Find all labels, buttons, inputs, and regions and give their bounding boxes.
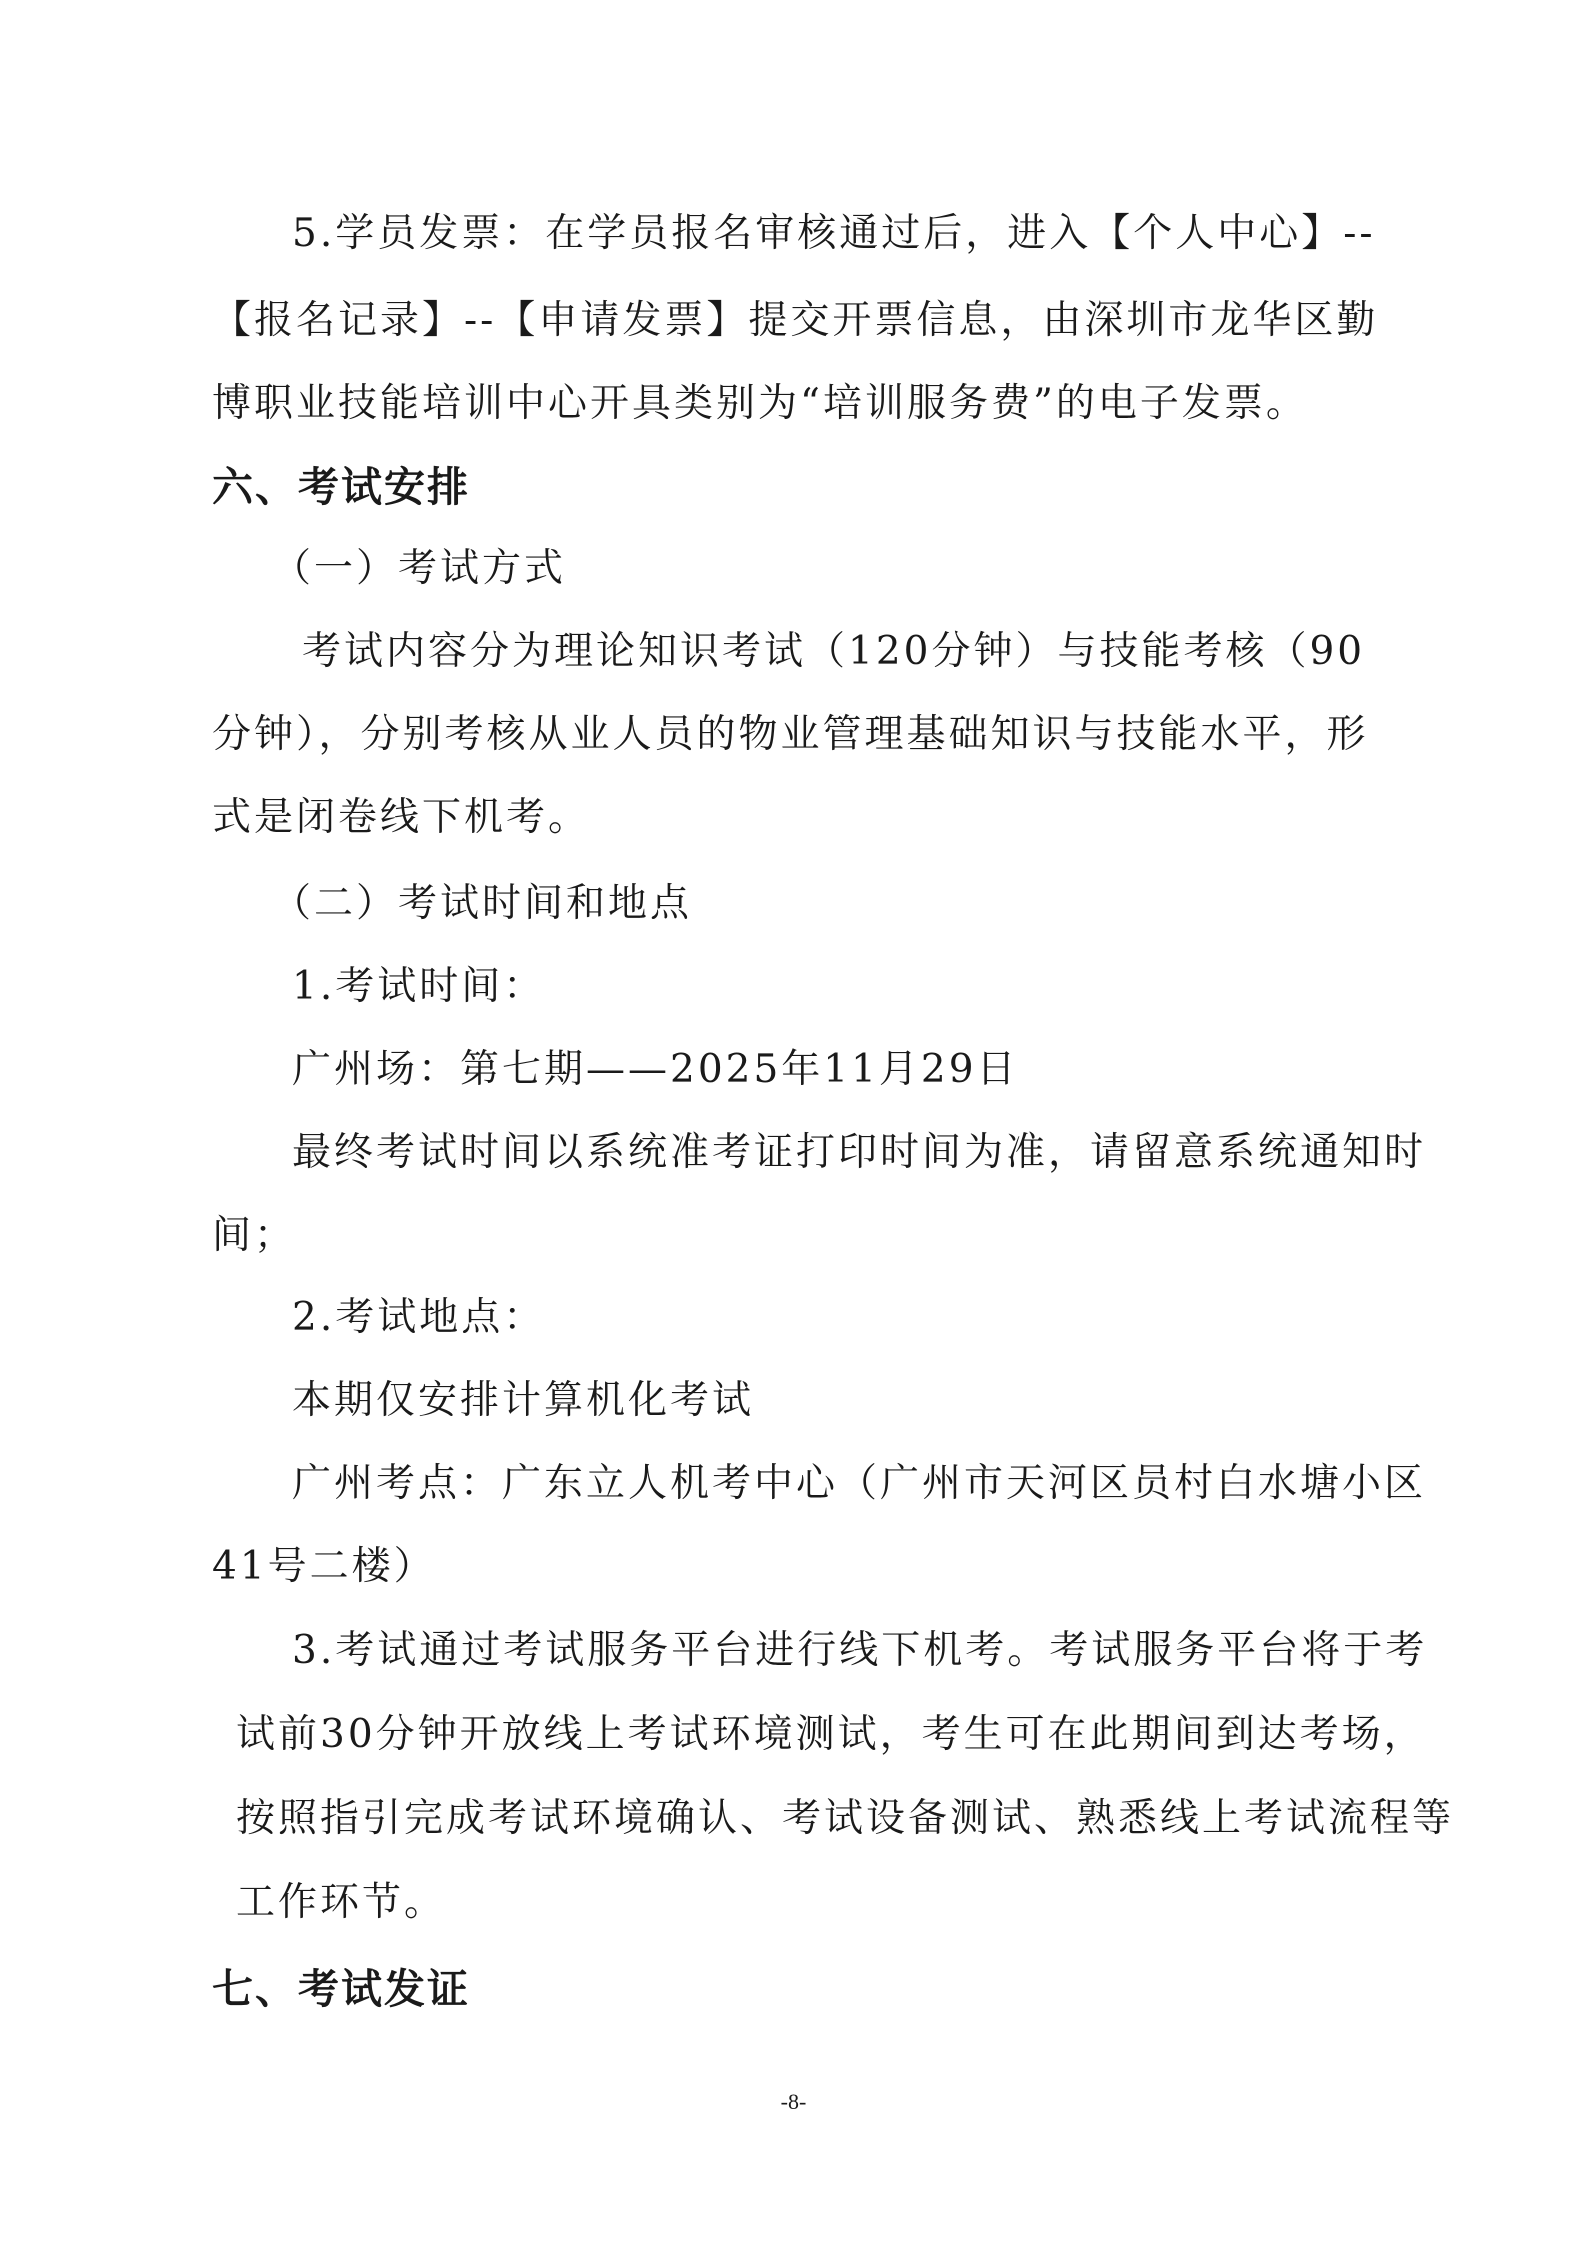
exam-venue-line-1: 广州考点：广东立人机考中心（广州市天河区员村白水塘小区 (292, 1461, 1427, 1506)
subheading-exam-time-place: （二）考试时间和地点 (272, 881, 693, 926)
section-heading-exam-certification: 七、考试发证 (212, 1965, 470, 2013)
exam-method-line-2: 分钟），分别考核从业人员的物业管理基础知识与技能水平，形 (212, 712, 1369, 757)
exam-session-date: 广州场：第七期——2025年11月29日 (292, 1047, 1019, 1092)
exam-time-note-line-1: 最终考试时间以系统准考证打印时间为准，请留意系统通知时 (292, 1130, 1427, 1175)
exam-platform-line-3: 按照指引完成考试环境确认、考试设备测试、熟悉线上考试流程等 (236, 1796, 1455, 1841)
exam-platform-line-1: 3.考试通过考试服务平台进行线下机考。考试服务平台将于考 (292, 1628, 1428, 1673)
invoice-paragraph-line-1: 5.学员发票：在学员报名审核通过后，进入【个人中心】-- (292, 211, 1376, 256)
invoice-paragraph-line-2: 【报名记录】--【申请发票】提交开票信息，由深圳市龙华区勤 (212, 298, 1379, 343)
exam-venue-line-2: 41号二楼） (212, 1544, 436, 1589)
subheading-exam-method: （一）考试方式 (272, 546, 567, 591)
page-number: -8- (780, 2089, 807, 2114)
exam-mode-note: 本期仅安排计算机化考试 (292, 1378, 755, 1423)
exam-location-label: 2.考试地点： (292, 1295, 546, 1340)
section-heading-exam-arrangement: 六、考试安排 (212, 463, 470, 511)
exam-method-line-3: 式是闭卷线下机考。 (212, 795, 591, 840)
exam-time-label: 1.考试时间： (292, 964, 546, 1009)
exam-time-note-line-2: 间； (212, 1213, 297, 1258)
exam-platform-line-4: 工作环节。 (236, 1880, 447, 1925)
exam-method-line-1: 考试内容分为理论知识考试（120分钟）与技能考核（90 (302, 629, 1366, 674)
invoice-paragraph-line-3: 博职业技能培训中心开具类别为“培训服务费”的电子发票。 (212, 381, 1308, 426)
exam-platform-line-2: 试前30分钟开放线上考试环境测试，考生可在此期间到达考场， (236, 1712, 1426, 1757)
